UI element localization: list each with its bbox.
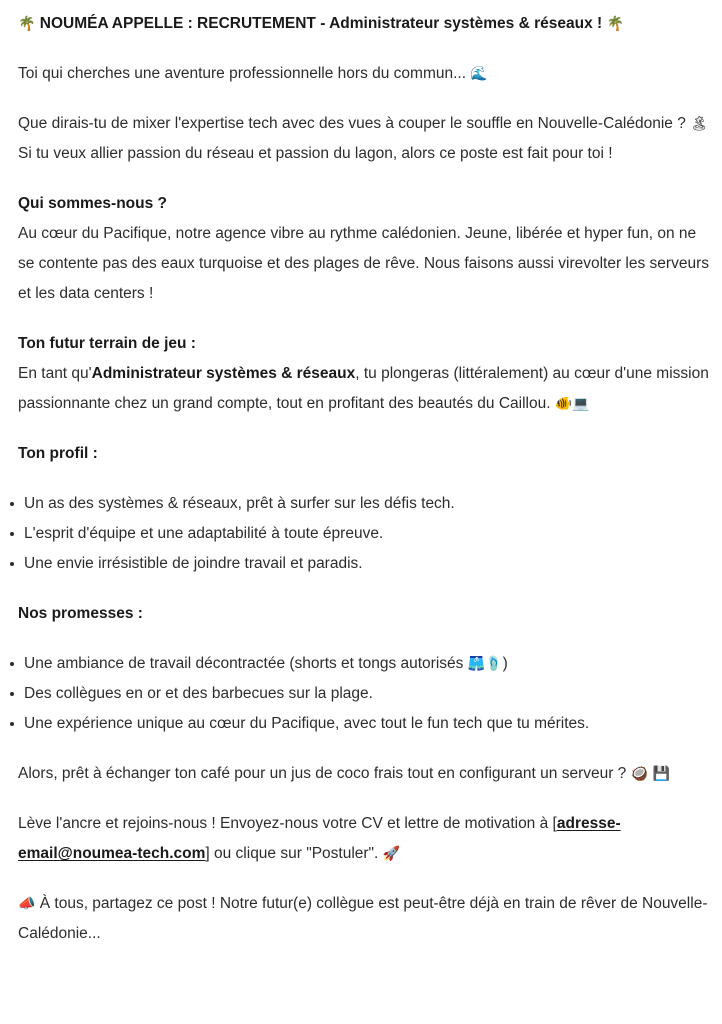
palm-tree-icon: 🌴 xyxy=(606,16,624,32)
playground-heading: Ton futur terrain de jeu : xyxy=(18,335,196,352)
playground-section xyxy=(18,329,714,419)
list-item: Un as des systèmes & réseaux, prêt à surfer sur les défis tech. xyxy=(17,489,714,519)
fish-laptop-icon: 🐠💻 xyxy=(554,396,590,412)
about-section xyxy=(18,189,714,309)
palm-tree-icon: 🌴 xyxy=(18,16,36,32)
playground-text-a: En tant qu' xyxy=(18,365,92,382)
intro-text: Toi qui cherches une aventure professionnelle hors du commun... xyxy=(18,65,467,82)
pitch-text-a: Que dirais-tu de mixer l'expertise tech avec des vues à couper le souffle en Nouvelle-Calédonie ? xyxy=(18,115,686,132)
apply-text-b: ] ou clique sur "Postuler". xyxy=(205,845,379,862)
apply-text-a: Lève l'ancre et rejoins-nous ! Envoyez-nous votre CV et lettre de motivation à [ xyxy=(18,815,557,832)
promise-text: Une ambiance de travail décontractée (shorts et tongs autorisés xyxy=(24,655,464,672)
promises-section xyxy=(18,599,714,739)
intro-paragraph xyxy=(18,59,714,89)
share-paragraph xyxy=(18,889,714,949)
promises-list xyxy=(18,649,714,739)
post-title-text: NOUMÉA APPELLE : RECRUTEMENT - Administrateur systèmes & réseaux ! xyxy=(39,15,603,32)
megaphone-icon: 📣 xyxy=(18,896,36,912)
post-title xyxy=(18,9,714,39)
coffee-paragraph xyxy=(18,759,714,789)
email-link[interactable]: adresse-email@noumea-tech.com xyxy=(18,815,621,862)
about-heading: Qui sommes-nous ? xyxy=(18,195,167,212)
rocket-icon: 🚀 xyxy=(382,846,401,862)
list-item: Une expérience unique au cœur du Pacifique, avec tout le fun tech que tu mérites. xyxy=(17,709,714,739)
profile-list xyxy=(18,489,714,579)
island-icon: 🏝 xyxy=(690,116,708,132)
shorts-flipflops-icon: 🩳🩴 xyxy=(467,656,503,672)
profile-section xyxy=(18,439,714,579)
about-text: Au cœur du Pacifique, notre agence vibre au rythme calédonien. Jeune, libérée et hyper fun, on ne se contente pas des eaux turquoise et des plages de rêve. Nous faisons aussi virevolter les serveurs et les data centers ! xyxy=(18,225,709,302)
role-title: Administrateur systèmes & réseaux xyxy=(91,365,356,382)
list-item: Des collègues en or et des barbecues sur la plage. xyxy=(17,679,714,709)
list-item: L'esprit d'équipe et une adaptabilité à toute épreuve. xyxy=(17,519,714,549)
pitch-text-b: Si tu veux allier passion du réseau et passion du lagon, alors ce poste est fait pour toi ! xyxy=(18,145,613,162)
pitch-paragraph xyxy=(18,109,714,169)
coconut-floppy-icon: 🥥 💾 xyxy=(630,766,670,782)
share-text: À tous, partagez ce post ! Notre futur(e) collègue est peut-être déjà en train de rêver de Nouvelle-Calédonie... xyxy=(18,895,708,942)
playground-text-b: , tu plongeras (littéralement) au cœur d'une mission passionnante chez un grand compte, tout en profitant des beautés du Caillou. xyxy=(18,365,709,412)
promises-heading: Nos promesses : xyxy=(18,605,143,622)
list-item xyxy=(17,649,714,679)
promise-close-paren: ) xyxy=(502,655,508,672)
wave-icon: 🌊 xyxy=(470,66,488,82)
list-item: Une envie irrésistible de joindre travail et paradis. xyxy=(17,549,714,579)
coffee-text: Alors, prêt à échanger ton café pour un jus de coco frais tout en configurant un serveur ? xyxy=(18,765,627,782)
apply-paragraph xyxy=(18,809,714,869)
profile-heading: Ton profil : xyxy=(18,445,98,462)
playground-paragraph xyxy=(18,359,714,419)
